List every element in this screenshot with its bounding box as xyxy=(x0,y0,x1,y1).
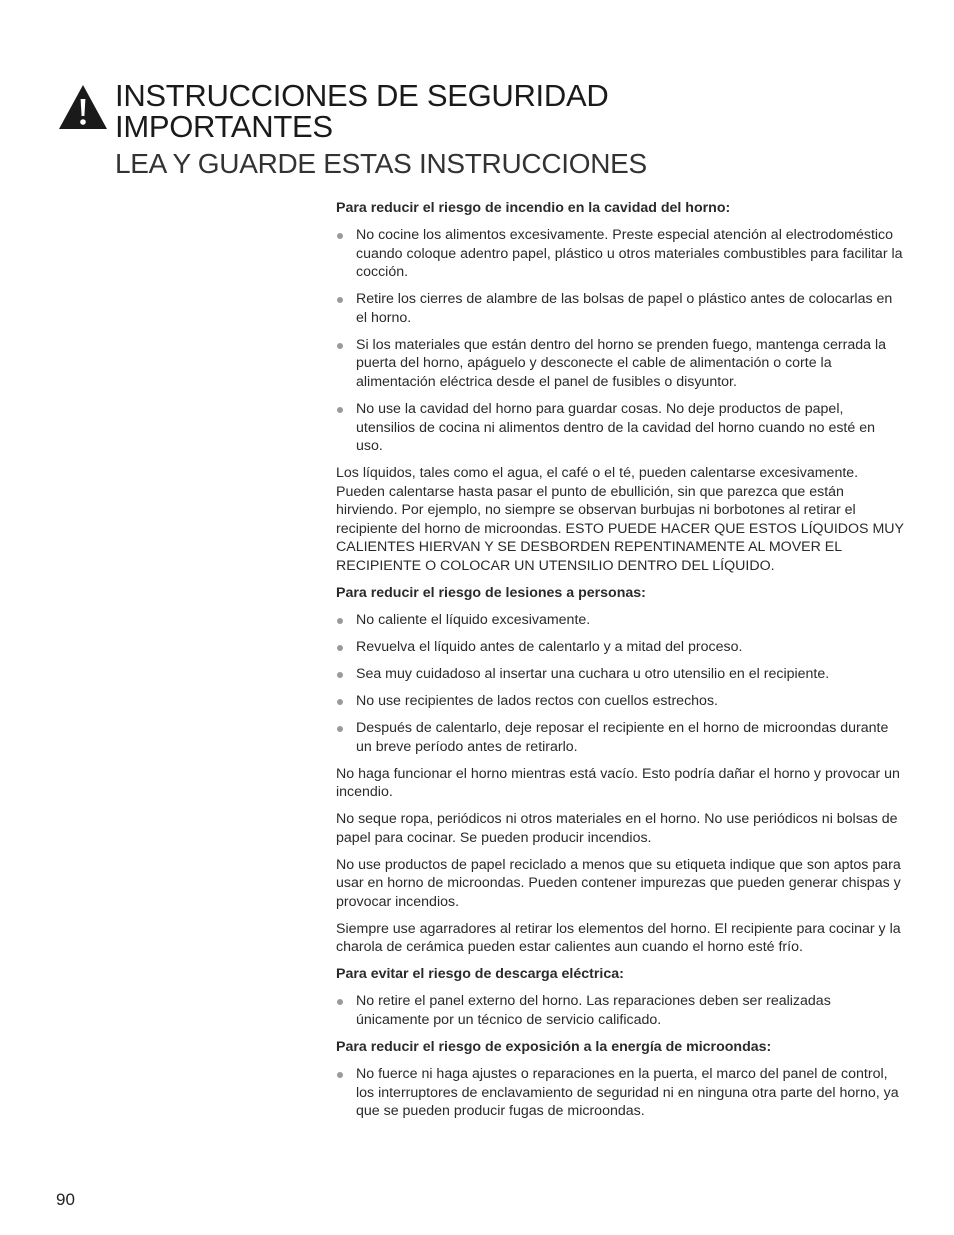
fire-risk-list xyxy=(336,226,904,456)
bullet-icon xyxy=(337,699,343,705)
injury-risk-list xyxy=(336,611,904,756)
bullet-icon xyxy=(337,1072,343,1078)
bullet-icon xyxy=(337,618,343,624)
list-item: Si los materiales que están dentro del horno se prenden fuego, mantenga cerrada la puerta del horno, apáguelo y desconecte el cable de alimentación o corte la alimentación eléctrica desde el panel de fusibles o disyuntor. xyxy=(336,336,904,392)
injury-risk-heading: Para reducir el riesgo de lesiones a personas: xyxy=(336,585,646,602)
bullet-icon xyxy=(337,645,343,651)
microwave-exposure-list xyxy=(336,1065,904,1121)
bullet-icon xyxy=(337,407,343,413)
list-item: No fuerce ni haga ajustes o reparaciones en la puerta, el marco del panel de control, los interruptores de enclavamiento de seguridad ni en ninguna otra parte del horno, ya que se pueden producir fugas de microondas. xyxy=(336,1065,904,1121)
title-block xyxy=(115,80,915,179)
list-item: No cocine los alimentos excesivamente. Preste especial atención al electrodoméstico cuando coloque adentro papel, plástico u otros materiales combustibles para facilitar la cocción. xyxy=(336,226,904,282)
bullet-icon xyxy=(337,343,343,349)
bullet-icon xyxy=(337,999,343,1005)
page-title xyxy=(115,80,915,142)
shock-risk-heading: Para evitar el riesgo de descarga eléctrica: xyxy=(336,966,624,983)
bullet-icon xyxy=(337,672,343,678)
warning-triangle-icon xyxy=(58,84,108,130)
list-item: Después de calentarlo, deje reposar el recipiente en el horno de microondas durante un breve período antes de retirarlo. xyxy=(336,719,904,756)
page-number: 90 xyxy=(56,1190,75,1209)
title-line-2: IMPORTANTES xyxy=(115,109,333,144)
shock-risk-list xyxy=(336,992,904,1029)
list-item: No caliente el líquido excesivamente. xyxy=(336,611,904,630)
body-paragraph: No use productos de papel reciclado a menos que su etiqueta indique que son aptos para usar en horno de microondas. Pueden contener impurezas que pueden generar chispas y provocar incendios. xyxy=(336,856,901,910)
list-item: Revuelva el líquido antes de calentarlo y a mitad del proceso. xyxy=(336,638,904,657)
list-item: Retire los cierres de alambre de las bolsas de papel o plástico antes de colocarlas en el horno. xyxy=(336,290,904,327)
main-content xyxy=(336,199,904,1129)
liquids-paragraph: Los líquidos, tales como el agua, el café o el té, pueden calentarse excesivamente. Pueden calentarse hasta pasar el punto de ebullición, sin que parezca que están hirviendo. Por ejemplo, no siempre se observan burbujas ni borbotones al retirar el recipiente del horno de microondas. ESTO PUEDE HACER QUE ESTOS LÍQUIDOS MUY CALIENTES HIERVAN Y SE DESBORDEN REPENTINAMENTE AL MOVER EL RECIPIENTE O COLOCAR UN UTENSILIO DENTRO DEL LÍQUIDO. xyxy=(336,465,904,575)
page-subtitle: LEA Y GUARDE ESTAS INSTRUCCIONES xyxy=(115,148,647,179)
title-line-1: INSTRUCCIONES DE SEGURIDAD xyxy=(115,78,609,113)
microwave-exposure-heading: Para reducir el riesgo de exposición a la energía de microondas: xyxy=(336,1039,772,1055)
fire-risk-heading: Para reducir el riesgo de incendio en la cavidad del horno: xyxy=(336,200,731,216)
body-paragraph: No haga funcionar el horno mientras está vacío. Esto podría dañar el horno y provocar un incendio. xyxy=(336,765,900,801)
bullet-icon xyxy=(337,233,343,239)
list-item: No use recipientes de lados rectos con cuellos estrechos. xyxy=(336,692,904,711)
list-item: Sea muy cuidadoso al insertar una cuchara u otro utensilio en el recipiente. xyxy=(336,665,904,684)
bullet-icon xyxy=(337,726,343,732)
list-item: No retire el panel externo del horno. Las reparaciones deben ser realizadas únicamente por un técnico de servicio calificado. xyxy=(336,992,904,1029)
bullet-icon xyxy=(337,297,343,303)
list-item: No use la cavidad del horno para guardar cosas. No deje productos de papel, utensilios de cocina ni alimentos dentro de la cavidad del horno cuando no esté en uso. xyxy=(336,400,904,456)
body-paragraph: No seque ropa, periódicos ni otros materiales en el horno. No use periódicos ni bolsas de papel para cocinar. Se pueden producir incendios. xyxy=(336,811,898,846)
body-paragraph: Siempre use agarradores al retirar los elementos del horno. El recipiente para cocinar y la charola de cerámica pueden estar calientes aun cuando el horno esté frío. xyxy=(336,920,901,956)
